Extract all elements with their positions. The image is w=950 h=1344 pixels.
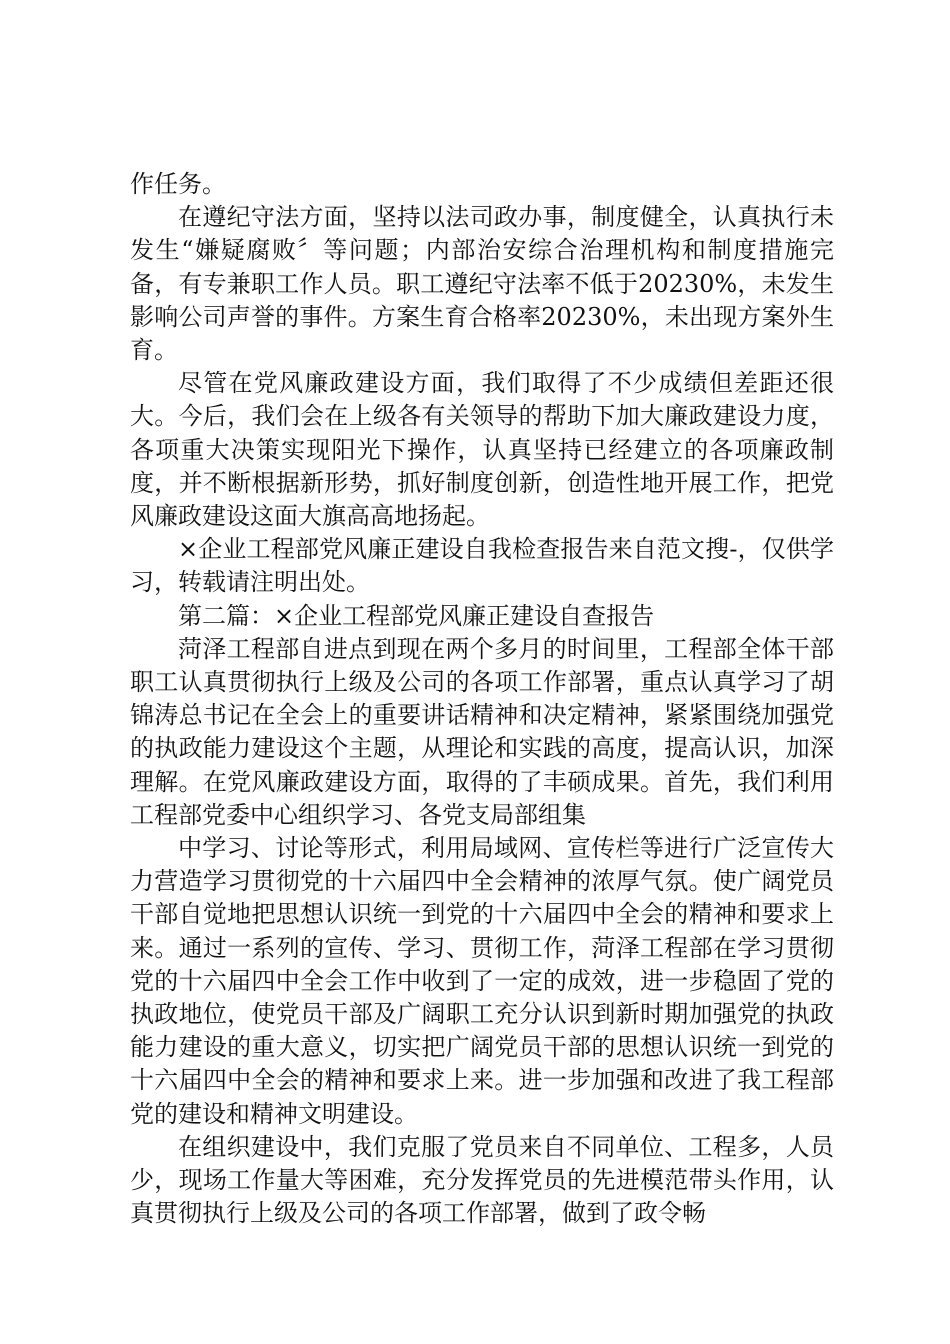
paragraph-law-compliance: 在遵纪守法方面，坚持以法司政办事，制度健全，认真执行未发生“嫌疑腐败〞等问题；内部治安综合治理机构和制度措施完备，有专兼职工作人员。职工遵纪守法率不低于20230%，未发生影响公司声誉的事件。方案生育合格率20230%，未出现方案外生育。 — [130, 203, 834, 365]
paragraph-study-propaganda: 中学习、讨论等形式，利用局域网、宣传栏等进行广泛宣传大力营造学习贯彻党的十六届四中全会精神的浓厚气氛。使广阔党员干部自觉地把思想认识统一到党的十六届四中全会的精神和要求上来。通过一系列的宣传、学习、贯彻工作，菏泽工程部在学习贯彻党的十六届四中全会工作中收到了一定的成效，进一步稳固了党的执政地位，使党员干部及广阔职工充分认识到新时期加强党的执政能力建设的重大意义，切实把广阔党员干部的思想认识统一到党的十六届四中全会的精神和要求上来。进一步加强和改进了我工程部党的建设和精神文明建设。 — [130, 834, 834, 1128]
section-heading-part-two: 第二篇：×企业工程部党风廉正建设自查报告 — [178, 601, 655, 630]
document-body — [130, 168, 834, 1231]
paragraph-organization-building: 在组织建设中，我们克服了党员来自不同单位、工程多，人员少，现场工作量大等困难，充分发挥党员的先进模范带头作用，认真贯彻执行上级及公司的各项工作部署，做到了政令畅 — [130, 1132, 834, 1228]
paragraph-future-work: 尽管在党风廉政建设方面，我们取得了不少成绩但差距还很大。今后，我们会在上级各有关领导的帮助下加大廉政建设力度，各项重大决策实现阳光下操作，认真坚持已经建立的各项廉政制度，并不断根据新形势，抓好制度创新，创造性地开展工作，把党风廉政建设这面大旗高高地扬起。 — [130, 369, 834, 531]
paragraph-source-note: ×企业工程部党风廉正建设自我检查报告来自范文搜-，仅供学习，转载请注明出处。 — [130, 535, 834, 597]
paragraph-continuation: 作任务。 — [130, 170, 226, 198]
paragraph-heze-intro: 菏泽工程部自进点到现在两个多月的时间里，工程部全体干部职工认真贯彻执行上级及公司的各项工作部署，重点认真学习了胡锦涛总书记在全会上的重要讲话精神和决定精神，紧紧围绕加强党的执政能力建设这个主题，从理论和实践的高度，提高认识，加深理解。在党风廉政建设方面，取得的了丰硕成果。首先，我们利用工程部党委中心组织学习、各党支局部组集 — [130, 634, 834, 829]
